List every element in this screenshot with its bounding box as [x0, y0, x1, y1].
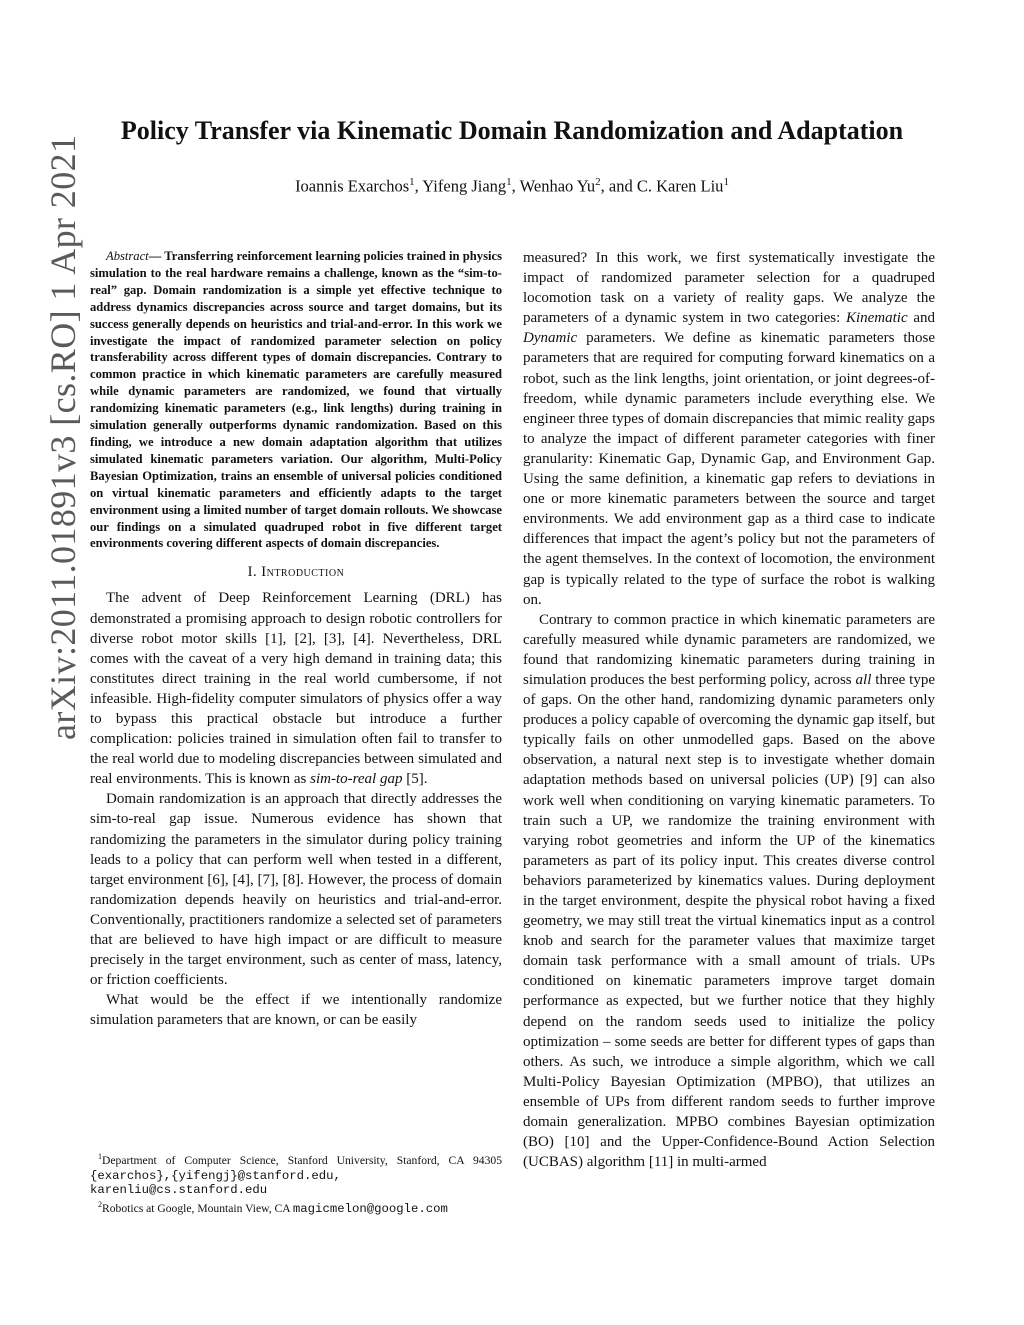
body-paragraph: What would be the effect if we intentionally randomize simulation parameters that are known, or can be easily — [90, 992, 502, 1029]
paper-title: Policy Transfer via Kinematic Domain Randomization and Adaptation — [120, 116, 904, 145]
author-name: Wenhao Yu — [519, 176, 596, 196]
footnote-email: {exarchos},{yifengj}@stanford.edu, karenliu@cs.stanford.edu — [90, 1168, 341, 1198]
footnote-text: Department of Computer Science, Stanford University, Stanford, CA 94305 — [102, 1153, 502, 1167]
author-name: C. Karen Liu — [636, 176, 724, 196]
emphasized-term: Dynamic — [523, 330, 578, 347]
footnote-email: magicmelon@google.com — [292, 1202, 448, 1217]
paragraph-text: [5]. — [402, 771, 428, 788]
abstract-label: Abstract — [106, 249, 149, 263]
paragraph-text: Contrary to common practice in which kinematic parameters are carefully measured while dynamic parameters are randomized, we found that randomizing kinematic parameters during training in simulation produces the best performing policy, across — [523, 611, 935, 688]
right-column — [523, 248, 935, 1172]
emphasized-term: all — [855, 671, 872, 688]
author-affiliation-mark: 1 — [409, 176, 415, 188]
paragraph-text: parameters. We define as kinematic parameters those parameters that are required for computing forward kinematics on a robot, such as the link lengths, joint orientation, or joint degrees-of-freedom, while dynamic parameters include everything else. We engineer three types of domain discrepancies that mimic reality gaps to analyze the impact of different parameter categories with finer granularity: Kinematic Gap, Dynamic Gap, and Environment Gap. Using the same definition, a kinematic gap refers to deviations in one or more kinematic parameters between the source and target environments. We add environment gap as a third case to indicate differences that impact the agent’s policy but not the parameters of the agent themselves. In the context of locomotion, the environment gap is typically related to the type of surface the robot is walking on. — [523, 330, 935, 608]
author-affiliation-mark: 1 — [506, 176, 512, 188]
author-name: Yifeng Jiang — [422, 176, 507, 196]
left-column — [90, 248, 502, 1030]
footnote-text: Robotics at Google, Mountain View, CA — [102, 1202, 293, 1216]
abstract-dash: — — [148, 249, 162, 263]
footnote-mark: 2 — [98, 1200, 102, 1210]
body-paragraph — [90, 588, 502, 789]
section-number: I. — [247, 564, 258, 581]
body-paragraph — [523, 610, 935, 1173]
footnote-1 — [90, 1150, 502, 1198]
paragraph-text: The advent of Deep Reinforcement Learning (DRL) has demonstrated a promising approach to design robotic controllers for diverse robot motor skills [1], [2], [3], [4]. Nevertheless, DRL comes with the caveat of a very high demand in training data; this constitutes direct training in the real world cumbersome, if not infeasible. High-fidelity computer simulators of physics offer a way to bypass this practical obstacle but introduce a further complication: policies trained in simulation often fail to transfer to the real world due to modeling discrepancies between simulated and real environments. This is known as — [90, 590, 502, 788]
body-paragraph: Domain randomization is an approach that directly addresses the sim-to-real gap issue. Numerous evidence has shown that randomizing the parameters in the simulator during policy training leads to a policy that can perform well when tested in a different, target environment [6], [4], [7], [8]. However, the process of domain randomization depends heavily on heuristics and trial-and-error. Conventionally, practitioners randomize a selected set of parameters that are believed to have high impact or are difficult to measure precisely in the target environment, such as center of mass, latency, or friction coefficients. — [90, 791, 502, 989]
abstract — [90, 248, 502, 552]
section-heading-introduction — [90, 562, 502, 582]
paragraph-text: and — [907, 310, 935, 327]
author-name: Ioannis Exarchos — [295, 176, 410, 196]
author-affiliation-mark: 2 — [595, 176, 601, 188]
author-separator: , — [414, 176, 423, 196]
footnote-2 — [90, 1198, 502, 1217]
emphasized-term: sim-to-real gap — [310, 771, 403, 788]
abstract-text: Transferring reinforcement learning policies trained in physics simulation to the real hardware remains a challenge, known as the “sim-to-real” gap. Domain randomization is a simple yet effective technique to address dynamics discrepancies across source and target domains, but its success generally depends on heuristics and trial-and-error. In this work we investigate the impact of randomized parameter selection on policy transferability across different types of domain discrepancies. Contrary to common practice in which kinematic parameters are carefully measured while dynamic parameters are randomized, we found that virtually randomizing kinematic parameters (e.g., link lengths) during training in simulation generally outperforms dynamic randomization. Based on this finding, we introduce a new domain adaptation algorithm that utilizes simulated kinematic parameters variation. Our algorithm, Multi-Policy Bayesian Optimization, trains an ensemble of universal policies conditioned on virtual kinematic parameters and efficiently adapts to the target environment using a limited number of target domain rollouts. We showcase our findings on a simulated quadruped robot in five different target environments covering different aspects of domain discrepancies. — [90, 249, 502, 551]
footnote-mark: 1 — [98, 1152, 102, 1161]
paragraph-text: three type of gaps. On the other hand, randomizing dynamic parameters only produces a policy capable of overcoming the dynamic gap itself, but typically fails on other unmodelled gaps. Based on the above observation, a natural next step is to investigate whether domain adaptation methods based on universal policies (UP) [9] can also work well when conditioning on varying kinematic parameters. To train such a UP, we randomize the training environment with varying robot geometries and inform the UP of the kinematics parameters as part of its policy input. This creates diverse control behaviors parameterized by kinematics values. During deployment in the target environment, despite the physical robot having a fixed geometry, we may still treat the virtual kinematics input as a control knob and search for the parameter values that maximize target domain task performance with a small amount of trials. UPs conditioned on kinematic parameters improve target domain performance as expected, but we further notice that they highly depend on the random seeds used to initialize the policy optimization – some seeds are better for different types of gaps than others. As such, we introduce a simple algorithm, which we call Multi-Policy Bayesian Optimization (MPBO), that utilizes an ensemble of UPs from different random seeds to further improve domain generalization. MPBO combines Bayesian optimization (BO) [10] and the Upper-Confidence-Bound Action Selection (UCBAS) algorithm [11] in multi-armed — [523, 671, 936, 1171]
footnotes — [90, 1150, 502, 1217]
paragraph-text: measured? In this work, we first systematically investigate the impact of randomized parameter selection for a quadruped locomotion task on a variety of reality gaps. We analyze the parameters of a dynamic system in two categories: — [523, 250, 935, 327]
body-paragraph — [523, 248, 935, 610]
section-title: Introduction — [261, 564, 345, 581]
arxiv-identifier-stamp: arXiv:2011.01891v3 [cs.RO] 1 Apr 2021 — [43, 134, 83, 740]
author-affiliation-mark: 1 — [723, 176, 729, 188]
author-separator: , — [511, 176, 520, 196]
author-separator: , and — [600, 176, 637, 196]
author-list — [0, 176, 1024, 197]
emphasized-term: Kinematic — [845, 310, 908, 327]
